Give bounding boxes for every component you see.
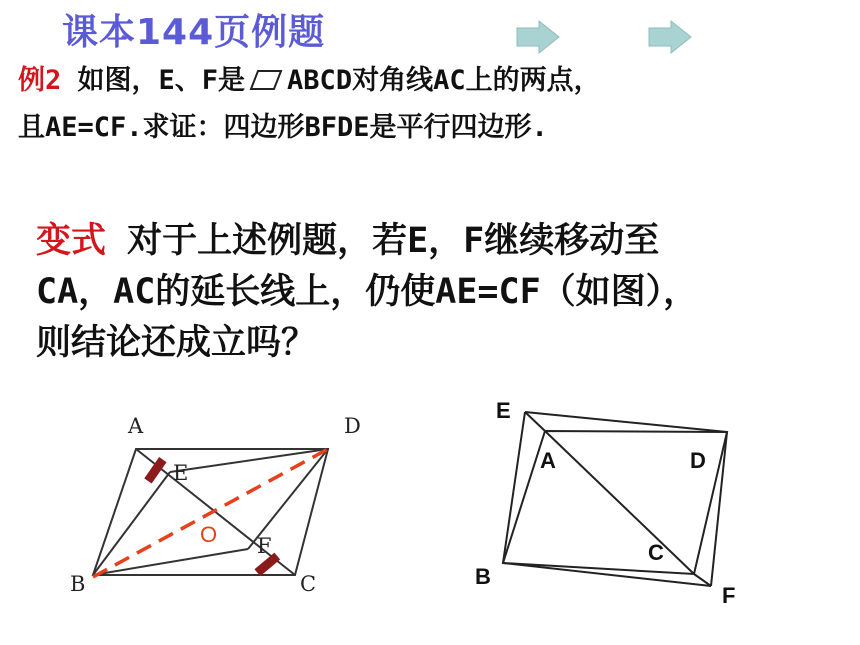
variant-line-3: 则结论还成立吗？ (36, 323, 317, 363)
prev-slide-button[interactable] (515, 19, 561, 55)
label-d: D (344, 414, 361, 438)
figure-parallelogram-diagonal (60, 405, 380, 605)
segment-eb (503, 412, 525, 563)
label-f: F (257, 534, 272, 558)
segment-bf (503, 563, 711, 586)
diagonal-ac (545, 431, 694, 574)
label-f: F (722, 583, 736, 608)
segment-ed (525, 412, 727, 432)
label-d: D (690, 448, 706, 473)
example-line-1 (18, 58, 601, 98)
label-o: O (200, 522, 218, 547)
label-b: B (475, 564, 491, 589)
label-e: E (496, 398, 511, 423)
label-c: C (300, 572, 317, 596)
variant-text-1: 对于上述例题，若E，F继续移动至 (127, 221, 660, 261)
variant-line-1 (36, 213, 659, 263)
parallelogram-symbol-icon (249, 67, 283, 98)
dashed-diagonal-bd (93, 449, 328, 577)
label-e: E (173, 461, 189, 485)
label-a: A (540, 448, 556, 473)
example-text-1b: ABCD对角线AC上的两点， (287, 65, 601, 96)
label-c: C (648, 540, 664, 565)
right-arrow-icon (515, 19, 561, 55)
variant-label: 变式 (36, 221, 107, 261)
next-slide-button[interactable] (647, 19, 693, 55)
example-line-2: 且AE=CF.求证：四边形BFDE是平行四边形. (18, 112, 548, 143)
right-arrow-icon (647, 19, 693, 55)
example-label: 例2 (18, 65, 62, 96)
example-text-1a: 如图，E、F是 (77, 65, 246, 96)
label-b: B (70, 572, 86, 596)
segment-ed (170, 449, 328, 472)
figure-extended-points (470, 390, 760, 620)
label-a: A (128, 414, 144, 438)
page-title: 课本144页例题 (62, 12, 326, 53)
extension-ea (525, 412, 545, 431)
variant-line-2: CA，AC的延长线上，仍使AE=CF（如图）， (36, 272, 699, 312)
segment-bf (93, 549, 248, 575)
segment-be (93, 472, 170, 575)
segment-fd (711, 432, 727, 586)
